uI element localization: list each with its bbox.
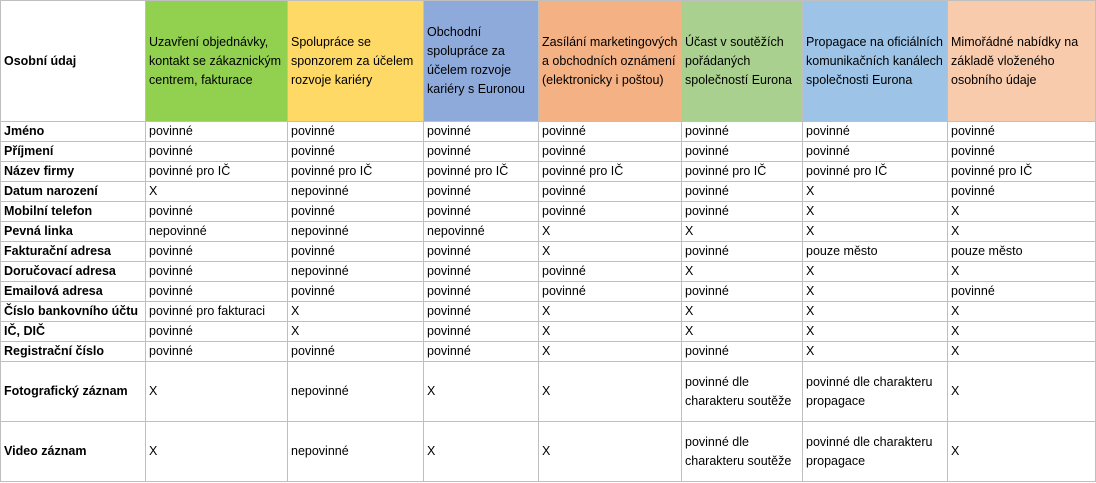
table-row: [1, 222, 1096, 242]
table-row: [1, 182, 1096, 202]
table-cell: X: [682, 222, 803, 242]
table-cell: povinné: [803, 142, 948, 162]
table-cell: povinné dle charakteru soutěže: [682, 362, 803, 422]
table-cell: povinné: [682, 142, 803, 162]
table-cell: povinné: [424, 302, 539, 322]
table-cell: X: [288, 302, 424, 322]
column-header: Účast v soutěžích pořádaných společností Eurona: [682, 1, 803, 122]
table-cell: povinné: [539, 282, 682, 302]
table-cell: X: [948, 302, 1096, 322]
table-cell: povinné: [288, 342, 424, 362]
table-cell: X: [539, 342, 682, 362]
table-cell: X: [803, 342, 948, 362]
table-cell: povinné: [539, 142, 682, 162]
table-cell: povinné: [146, 142, 288, 162]
table-cell: povinné: [288, 242, 424, 262]
table-cell: povinné: [424, 182, 539, 202]
table-cell: povinné: [146, 282, 288, 302]
row-label: Fakturační adresa: [1, 242, 146, 262]
table-cell: X: [539, 242, 682, 262]
column-header: Obchodní spolupráce za účelem rozvoje kariéry s Euronou: [424, 1, 539, 122]
table-row: [1, 422, 1096, 482]
table-cell: povinné: [424, 142, 539, 162]
table-cell: povinné: [539, 202, 682, 222]
table-cell: X: [803, 222, 948, 242]
table-cell: X: [539, 322, 682, 342]
column-header: Propagace na oficiálních komunikačních kanálech společnosti Eurona: [803, 1, 948, 122]
table-cell: povinné pro IČ: [424, 162, 539, 182]
table-cell: povinné: [948, 122, 1096, 142]
table-cell: X: [803, 322, 948, 342]
column-header: Uzavření objednávky, kontakt se zákaznickým centrem, fakturace: [146, 1, 288, 122]
table-cell: X: [803, 182, 948, 202]
table-cell: X: [948, 202, 1096, 222]
table-cell: X: [948, 222, 1096, 242]
table-cell: povinné: [948, 182, 1096, 202]
table-cell: povinné: [146, 262, 288, 282]
table-cell: nepovinné: [424, 222, 539, 242]
table-cell: X: [424, 362, 539, 422]
table-cell: nepovinné: [288, 222, 424, 242]
table-cell: povinné pro IČ: [803, 162, 948, 182]
table-row: [1, 262, 1096, 282]
table-cell: povinné pro IČ: [288, 162, 424, 182]
header-row: [1, 1, 1096, 122]
table-cell: povinné: [424, 202, 539, 222]
row-label: Pevná linka: [1, 222, 146, 242]
row-label: Číslo bankovního účtu: [1, 302, 146, 322]
table-row: [1, 122, 1096, 142]
row-label: Příjmení: [1, 142, 146, 162]
table-row: [1, 162, 1096, 182]
table-row: [1, 242, 1096, 262]
table-cell: povinné: [682, 282, 803, 302]
table-row: [1, 322, 1096, 342]
table-cell: povinné: [146, 202, 288, 222]
table-cell: povinné: [424, 242, 539, 262]
table-cell: povinné: [146, 342, 288, 362]
table-cell: povinné pro IČ: [682, 162, 803, 182]
table-cell: povinné: [288, 122, 424, 142]
table-cell: X: [948, 322, 1096, 342]
table-cell: X: [146, 362, 288, 422]
table-cell: nepovinné: [288, 262, 424, 282]
column-header: Zasílání marketingových a obchodních oznámení (elektronicky i poštou): [539, 1, 682, 122]
table-cell: povinné: [803, 122, 948, 142]
table-cell: X: [539, 422, 682, 482]
table-cell: X: [682, 322, 803, 342]
row-label: Video záznam: [1, 422, 146, 482]
table-cell: povinné: [539, 262, 682, 282]
row-label: Doručovací adresa: [1, 262, 146, 282]
table-cell: povinné: [146, 242, 288, 262]
table-cell: X: [539, 222, 682, 242]
table-cell: X: [288, 322, 424, 342]
row-label: Registrační číslo: [1, 342, 146, 362]
table-cell: X: [682, 302, 803, 322]
table-cell: X: [948, 422, 1096, 482]
table-row: [1, 302, 1096, 322]
row-label: Emailová adresa: [1, 282, 146, 302]
table-cell: povinné: [682, 122, 803, 142]
table-cell: povinné dle charakteru propagace: [803, 422, 948, 482]
table-row: [1, 362, 1096, 422]
table-cell: povinné pro IČ: [948, 162, 1096, 182]
table-cell: povinné: [424, 262, 539, 282]
row-label: Název firmy: [1, 162, 146, 182]
table-cell: povinné: [146, 322, 288, 342]
row-label: Datum narození: [1, 182, 146, 202]
table-cell: povinné pro IČ: [539, 162, 682, 182]
row-label: Mobilní telefon: [1, 202, 146, 222]
table-cell: X: [803, 282, 948, 302]
table-cell: X: [948, 262, 1096, 282]
table-cell: X: [539, 362, 682, 422]
table-row: [1, 202, 1096, 222]
row-label: IČ, DIČ: [1, 322, 146, 342]
table-cell: povinné: [682, 202, 803, 222]
table-cell: povinné dle charakteru propagace: [803, 362, 948, 422]
table-cell: nepovinné: [288, 422, 424, 482]
table-cell: povinné: [288, 282, 424, 302]
row-label: Fotografický záznam: [1, 362, 146, 422]
table-cell: X: [803, 302, 948, 322]
table-cell: povinné dle charakteru soutěže: [682, 422, 803, 482]
column-header: Mimořádné nabídky na základě vloženého osobního údaje: [948, 1, 1096, 122]
table-cell: povinné: [682, 242, 803, 262]
table-cell: X: [146, 422, 288, 482]
table-cell: X: [682, 262, 803, 282]
table-cell: povinné: [424, 322, 539, 342]
column-header: Spolupráce se sponzorem za účelem rozvoje kariéry: [288, 1, 424, 122]
table-cell: povinné: [539, 122, 682, 142]
table-cell: X: [146, 182, 288, 202]
table-cell: nepovinné: [288, 182, 424, 202]
table-row: [1, 342, 1096, 362]
table-cell: pouze město: [803, 242, 948, 262]
table-cell: povinné: [424, 122, 539, 142]
table-cell: X: [803, 202, 948, 222]
table-cell: povinné: [424, 282, 539, 302]
table-cell: povinné: [948, 282, 1096, 302]
table-cell: povinné: [682, 182, 803, 202]
table-cell: povinné: [146, 122, 288, 142]
corner-header: Osobní údaj: [1, 1, 146, 122]
table-cell: nepovinné: [288, 362, 424, 422]
table-cell: povinné pro fakturaci: [146, 302, 288, 322]
table-cell: X: [948, 362, 1096, 422]
row-label: Jméno: [1, 122, 146, 142]
table-cell: pouze město: [948, 242, 1096, 262]
table-cell: povinné: [948, 142, 1096, 162]
table-cell: X: [539, 302, 682, 322]
table-cell: povinné: [288, 142, 424, 162]
table-cell: povinné: [424, 342, 539, 362]
table-cell: X: [948, 342, 1096, 362]
table-row: [1, 142, 1096, 162]
table-cell: povinné: [288, 202, 424, 222]
table-row: [1, 282, 1096, 302]
table-cell: X: [424, 422, 539, 482]
table-cell: povinné: [539, 182, 682, 202]
table-cell: X: [803, 262, 948, 282]
table-cell: povinné: [682, 342, 803, 362]
table-cell: povinné pro IČ: [146, 162, 288, 182]
table-cell: nepovinné: [146, 222, 288, 242]
